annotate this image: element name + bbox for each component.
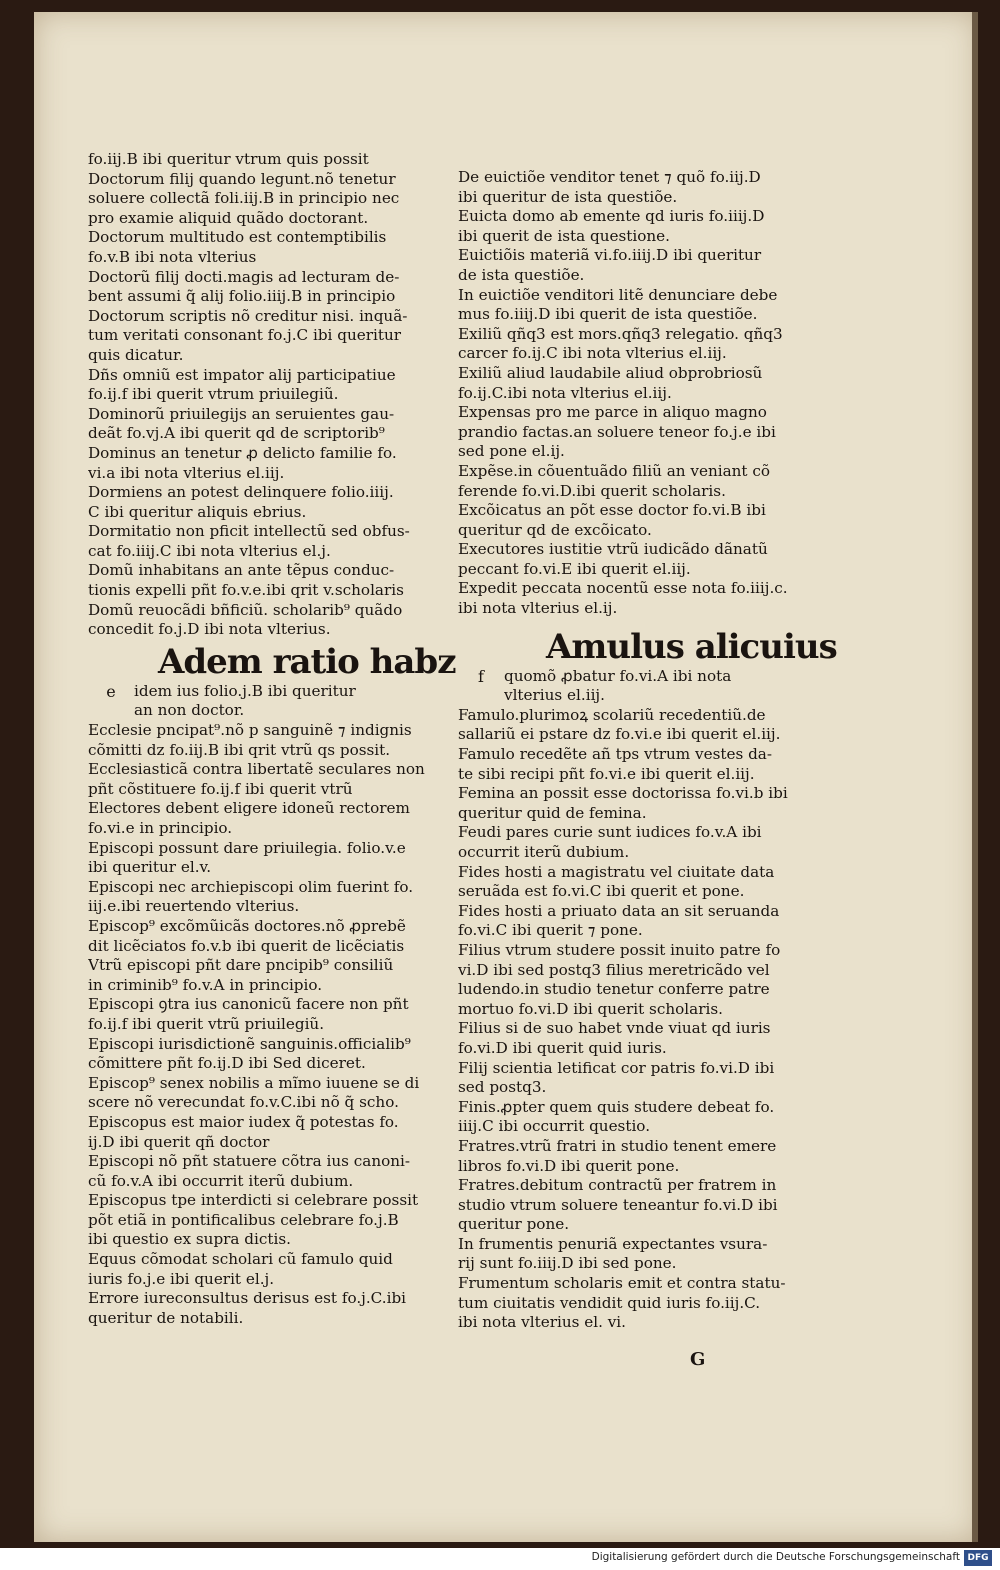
text-line: Famulo recedẽte añ tps vtrum vestes da- (458, 745, 772, 764)
text-line: In euictiõe venditori litẽ denunciare debe (458, 285, 778, 304)
footer-credit: Digitalisierung gefördert durch die Deutsche Forschungsgemeinschaft (591, 1551, 960, 1563)
section-initial-row-f (458, 667, 818, 706)
text-line: C ibi queritur aliquis ebrius. (88, 502, 307, 521)
text-line: tum ciuitatis vendidit quid iuris fo.iij.C. (458, 1293, 761, 1312)
text-line: mortuo fo.vi.D ibi querit scholaris. (458, 999, 723, 1018)
text-line: sed pone el.ij. (458, 442, 565, 461)
section-initial-row-e (88, 682, 433, 721)
text-line: Euictiõis materiã vi.fo.iiij.D ibi queritur (458, 246, 762, 265)
text-line: Euicta domo ab emente qd iuris fo.iiij.D (458, 207, 765, 226)
text-line: iij.e.ibi reuertendo vlterius. (88, 897, 300, 916)
text-line: Expẽse.in cõuentuãdo filiũ an veniant cõ (458, 461, 771, 480)
right-column (458, 168, 837, 1333)
text-line: sed postq3. (458, 1078, 547, 1097)
text-line: occurrit iterũ dubium. (458, 843, 630, 861)
text-line: fo.vi.e in principio. (88, 819, 233, 837)
text-line: Filij scientia letificat cor patris fo.vi.D ibi (458, 1058, 775, 1077)
text-line: Equus cõmodat scholari cũ famulo quid (88, 1250, 393, 1269)
footer-bar (0, 1548, 1000, 1570)
text-line: Ecclesiasticã contra libertatẽ seculares non (88, 760, 425, 779)
text-line: rij sunt fo.iiij.D ibi sed pone. (458, 1254, 677, 1273)
text-line: in criminib⁹ fo.v.A in principio. (88, 975, 323, 994)
section-initial-e: e (106, 681, 116, 701)
text-line: fo.ij.f ibi querit vtrum priuilegiũ. (88, 385, 339, 404)
text-line: In frumentis penuriã expectantes vsura- (458, 1234, 768, 1253)
text-line: Domũ inhabitans an ante tẽpus conduc- (88, 561, 395, 580)
text-line: cõmittere pñt fo.ij.D ibi Sed diceret. (88, 1054, 366, 1073)
text-line: ibi questio ex supra dictis. (88, 1230, 291, 1249)
text-line: Episcop⁹ senex nobilis a mĩmo iuuene se di (88, 1073, 420, 1092)
text-line: quomõ ꝓbatur fo.vi.A ibi nota (504, 666, 732, 685)
text-line: ludendo.in studio tenetur conferre patre (458, 980, 770, 999)
text-line: an non doctor. (134, 701, 245, 720)
text-line: Femina an possit esse doctorissa fo.vi.b ibi (458, 784, 788, 803)
text-line: fo.vi.C ibi querit ⁊ pone. (458, 921, 643, 940)
text-line: Frumentum scholaris emit et contra statu- (458, 1274, 786, 1293)
text-line: Episcop⁹ excõmũicãs doctores.nõ ꝓprebẽ (88, 916, 406, 935)
text-line: Executores iustitie vtrũ iudicãdo dãnatũ (458, 540, 768, 559)
text-line: bent assumi q̃ alij folio.iiij.B in principio (88, 287, 396, 306)
text-line: Fratres.vtrũ fratri in studio tenent emere (458, 1136, 777, 1155)
text-line: Episcopi ꝯtra ius canonicũ facere non pñt (88, 995, 409, 1014)
text-line: Doctorum multitudo est contemptibilis (88, 228, 387, 247)
text-line: tionis expelli pñt fo.v.e.ibi qrit v.scholaris (88, 581, 404, 600)
text-line: ibi querit de ista questione. (458, 226, 670, 245)
text-line: carcer fo.ij.C ibi nota vlterius el.iij. (458, 344, 727, 363)
text-line: fo.iij.B ibi queritur vtrum quis possit (88, 150, 369, 168)
text-line: queritur qd de excõicato. (458, 520, 652, 539)
text-line: Fides hosti a magistratu vel ciuitate data (458, 862, 775, 881)
text-line: te sibi recipi pñt fo.vi.e ibi querit el.iij. (458, 764, 755, 783)
text-line: vi.D ibi sed postq3 filius meretricãdo vel (458, 960, 770, 979)
text-line: Dormiens an potest delinquere folio.iiij. (88, 483, 394, 502)
text-line: Episcopus est maior iudex q̃ potestas fo. (88, 1112, 399, 1131)
text-line: Expedit peccata nocentũ esse nota fo.iiij.c. (458, 579, 788, 598)
text-line: idem ius folio.j.B ibi queritur (134, 681, 356, 700)
left-column (88, 150, 456, 1328)
text-line: Ecclesie pncipat⁹.nõ p sanguinẽ ⁊ indignis (88, 721, 412, 740)
text-line: Episcopi possunt dare priuilegia. folio.v.e (88, 838, 406, 857)
text-line: Doctorũ filij docti.magis ad lecturam de- (88, 267, 400, 286)
text-line: ibi nota vlterius el.ij. (458, 599, 618, 618)
text-line: tum veritati consonant fo.j.C ibi queritur (88, 326, 401, 345)
text-line: queritur quid de femina. (458, 803, 647, 822)
text-line: Filius si de suo habet vnde viuat qd iuris (458, 1019, 771, 1038)
text-line: ibi queritur de ista questiõe. (458, 187, 678, 206)
text-line: Fides hosti a priuato data an sit seruanda (458, 901, 780, 920)
initial-entry-lines-f (504, 667, 818, 706)
text-line: dit licẽciatos fo.v.b ibi querit de licẽciatis (88, 936, 405, 955)
text-line: Electores debent eligere idoneũ rectorem (88, 799, 410, 818)
text-line: pro examie aliquid quãdo doctorant. (88, 208, 369, 227)
text-line: ij.D ibi querit qñ doctor (88, 1132, 270, 1151)
text-line: pñt cõstituere fo.ij.f ibi querit vtrũ (88, 779, 353, 798)
text-line: Dormitatio non pficit intellectũ sed obfus- (88, 522, 410, 541)
text-line: põt etiã in pontificalibus celebrare fo.j.B (88, 1210, 399, 1229)
text-line: queritur pone. (458, 1215, 570, 1234)
text-line: ferende fo.vi.D.ibi querit scholaris. (458, 481, 726, 500)
text-line: soluere collectã foli.iij.B in principio nec (88, 189, 400, 208)
text-line: Exiliũ qñq3 est mors.qñq3 relegatio. qñq3 (458, 324, 783, 343)
text-line: De euictiõe venditor tenet ⁊ quõ fo.iij.D (458, 168, 761, 186)
text-line: Doctorum filij quando legunt.nõ tenetur (88, 169, 396, 188)
right-entries-top (458, 168, 818, 619)
text-line: deãt fo.vj.A ibi querit qd de scriptorib⁹ (88, 424, 385, 443)
text-line: Expensas pro me parce in aliquo magno (458, 403, 767, 422)
text-line: de ista questiõe. (458, 265, 585, 284)
text-line: prandio factas.an soluere teneor fo.j.e ibi (458, 422, 776, 441)
text-line: Episcopi nõ pñt statuere cõtra ius canoni- (88, 1152, 411, 1171)
text-line: cũ fo.v.A ibi occurrit iterũ dubium. (88, 1171, 354, 1190)
text-line: Dominorũ priuilegijs an seruientes gau- (88, 404, 395, 423)
text-line: fo.vi.D ibi querit quid iuris. (458, 1038, 667, 1057)
text-line: sallariũ ei pstare dz fo.vi.e ibi querit el.iij. (458, 725, 781, 744)
initial-entry-lines-e (134, 682, 433, 721)
section-heading-e: Adem ratio habz (158, 641, 456, 682)
text-line: vlterius el.iij. (504, 686, 605, 705)
text-line: cõmitti dz fo.iij.B ibi qrit vtrũ qs possit. (88, 740, 391, 759)
text-line: fo.v.B ibi nota vlterius (88, 247, 257, 266)
text-line: Excõicatus an põt esse doctor fo.vi.B ibi (458, 501, 766, 520)
text-line: ibi nota vlterius el. vi. (458, 1313, 626, 1332)
text-line: peccant fo.vi.E ibi querit el.iij. (458, 559, 691, 578)
text-line: studio vtrum soluere teneantur fo.vi.D ibi (458, 1195, 778, 1214)
text-line: queritur de notabili. (88, 1308, 244, 1327)
text-line: iuris fo.j.e ibi querit el.j. (88, 1269, 275, 1288)
text-line: scere nõ verecundat fo.v.C.ibi nõ q̃ scho. (88, 1093, 399, 1112)
text-line: Episcopus tpe interdicti si celebrare possit (88, 1191, 419, 1210)
text-line: ibi queritur el.v. (88, 858, 212, 877)
page-edge (972, 12, 978, 1542)
text-line: vi.a ibi nota vlterius el.iij. (88, 463, 285, 482)
text-line: Fratres.debitum contractũ per fratrem in (458, 1176, 777, 1195)
text-line: Episcopi iurisdictionẽ sanguinis.officialib⁹ (88, 1034, 411, 1053)
text-line: Filius vtrum studere possit inuito patre fo (458, 940, 781, 959)
text-line: Famulo.plurimoꝝ scolariũ recedentiũ.de (458, 705, 766, 724)
text-line: quis dicatur. (88, 345, 184, 364)
text-line: Feudi pares curie sunt iudices fo.v.A ibi (458, 823, 762, 842)
text-line: Doctorum scriptis nõ creditur nisi. inquã- (88, 306, 408, 325)
text-line: fo.ij.f ibi querit vtrũ priuilegiũ. (88, 1014, 325, 1033)
text-line: iiij.C ibi occurrit questio. (458, 1117, 651, 1136)
text-line: fo.ij.C.ibi nota vlterius el.iij. (458, 383, 672, 402)
text-line: Vtrũ episcopi pñt dare pncipib⁹ consiliũ (88, 956, 394, 975)
text-line: Episcopi nec archiepiscopi olim fuerint fo. (88, 877, 414, 896)
text-line: Finis.ꝓpter quem quis studere debeat fo. (458, 1097, 775, 1116)
right-entries-bottom (458, 706, 818, 1333)
text-line: Domũ reuocãdi bñficiũ. scholarib⁹ quãdo (88, 600, 403, 619)
section-initial-f: f (478, 666, 484, 686)
left-entries-bottom (88, 721, 433, 1328)
section-heading-f: Amulus alicuius (546, 626, 837, 667)
text-line: Dñs omniũ est impator alij participatiue (88, 365, 396, 384)
text-line: seruãda est fo.vi.C ibi querit et pone. (458, 882, 745, 901)
text-line: mus fo.iiij.D ibi querit de ista questiõe. (458, 305, 758, 324)
text-line: cat fo.iiij.C ibi nota vlterius el.j. (88, 541, 331, 560)
dfg-logo: DFG (964, 1550, 992, 1566)
text-line: Errore iureconsultus derisus est fo.j.C.ibi (88, 1289, 407, 1308)
text-line: libros fo.vi.D ibi querit pone. (458, 1156, 680, 1175)
text-line: Exiliũ aliud laudabile aliud obprobriosũ (458, 363, 763, 382)
left-entries-top (88, 150, 433, 640)
signature-mark: G (690, 1349, 706, 1370)
text-line: Dominus an tenetur ꝓ delicto familie fo. (88, 443, 397, 462)
text-line: concedit fo.j.D ibi nota vlterius. (88, 620, 331, 639)
